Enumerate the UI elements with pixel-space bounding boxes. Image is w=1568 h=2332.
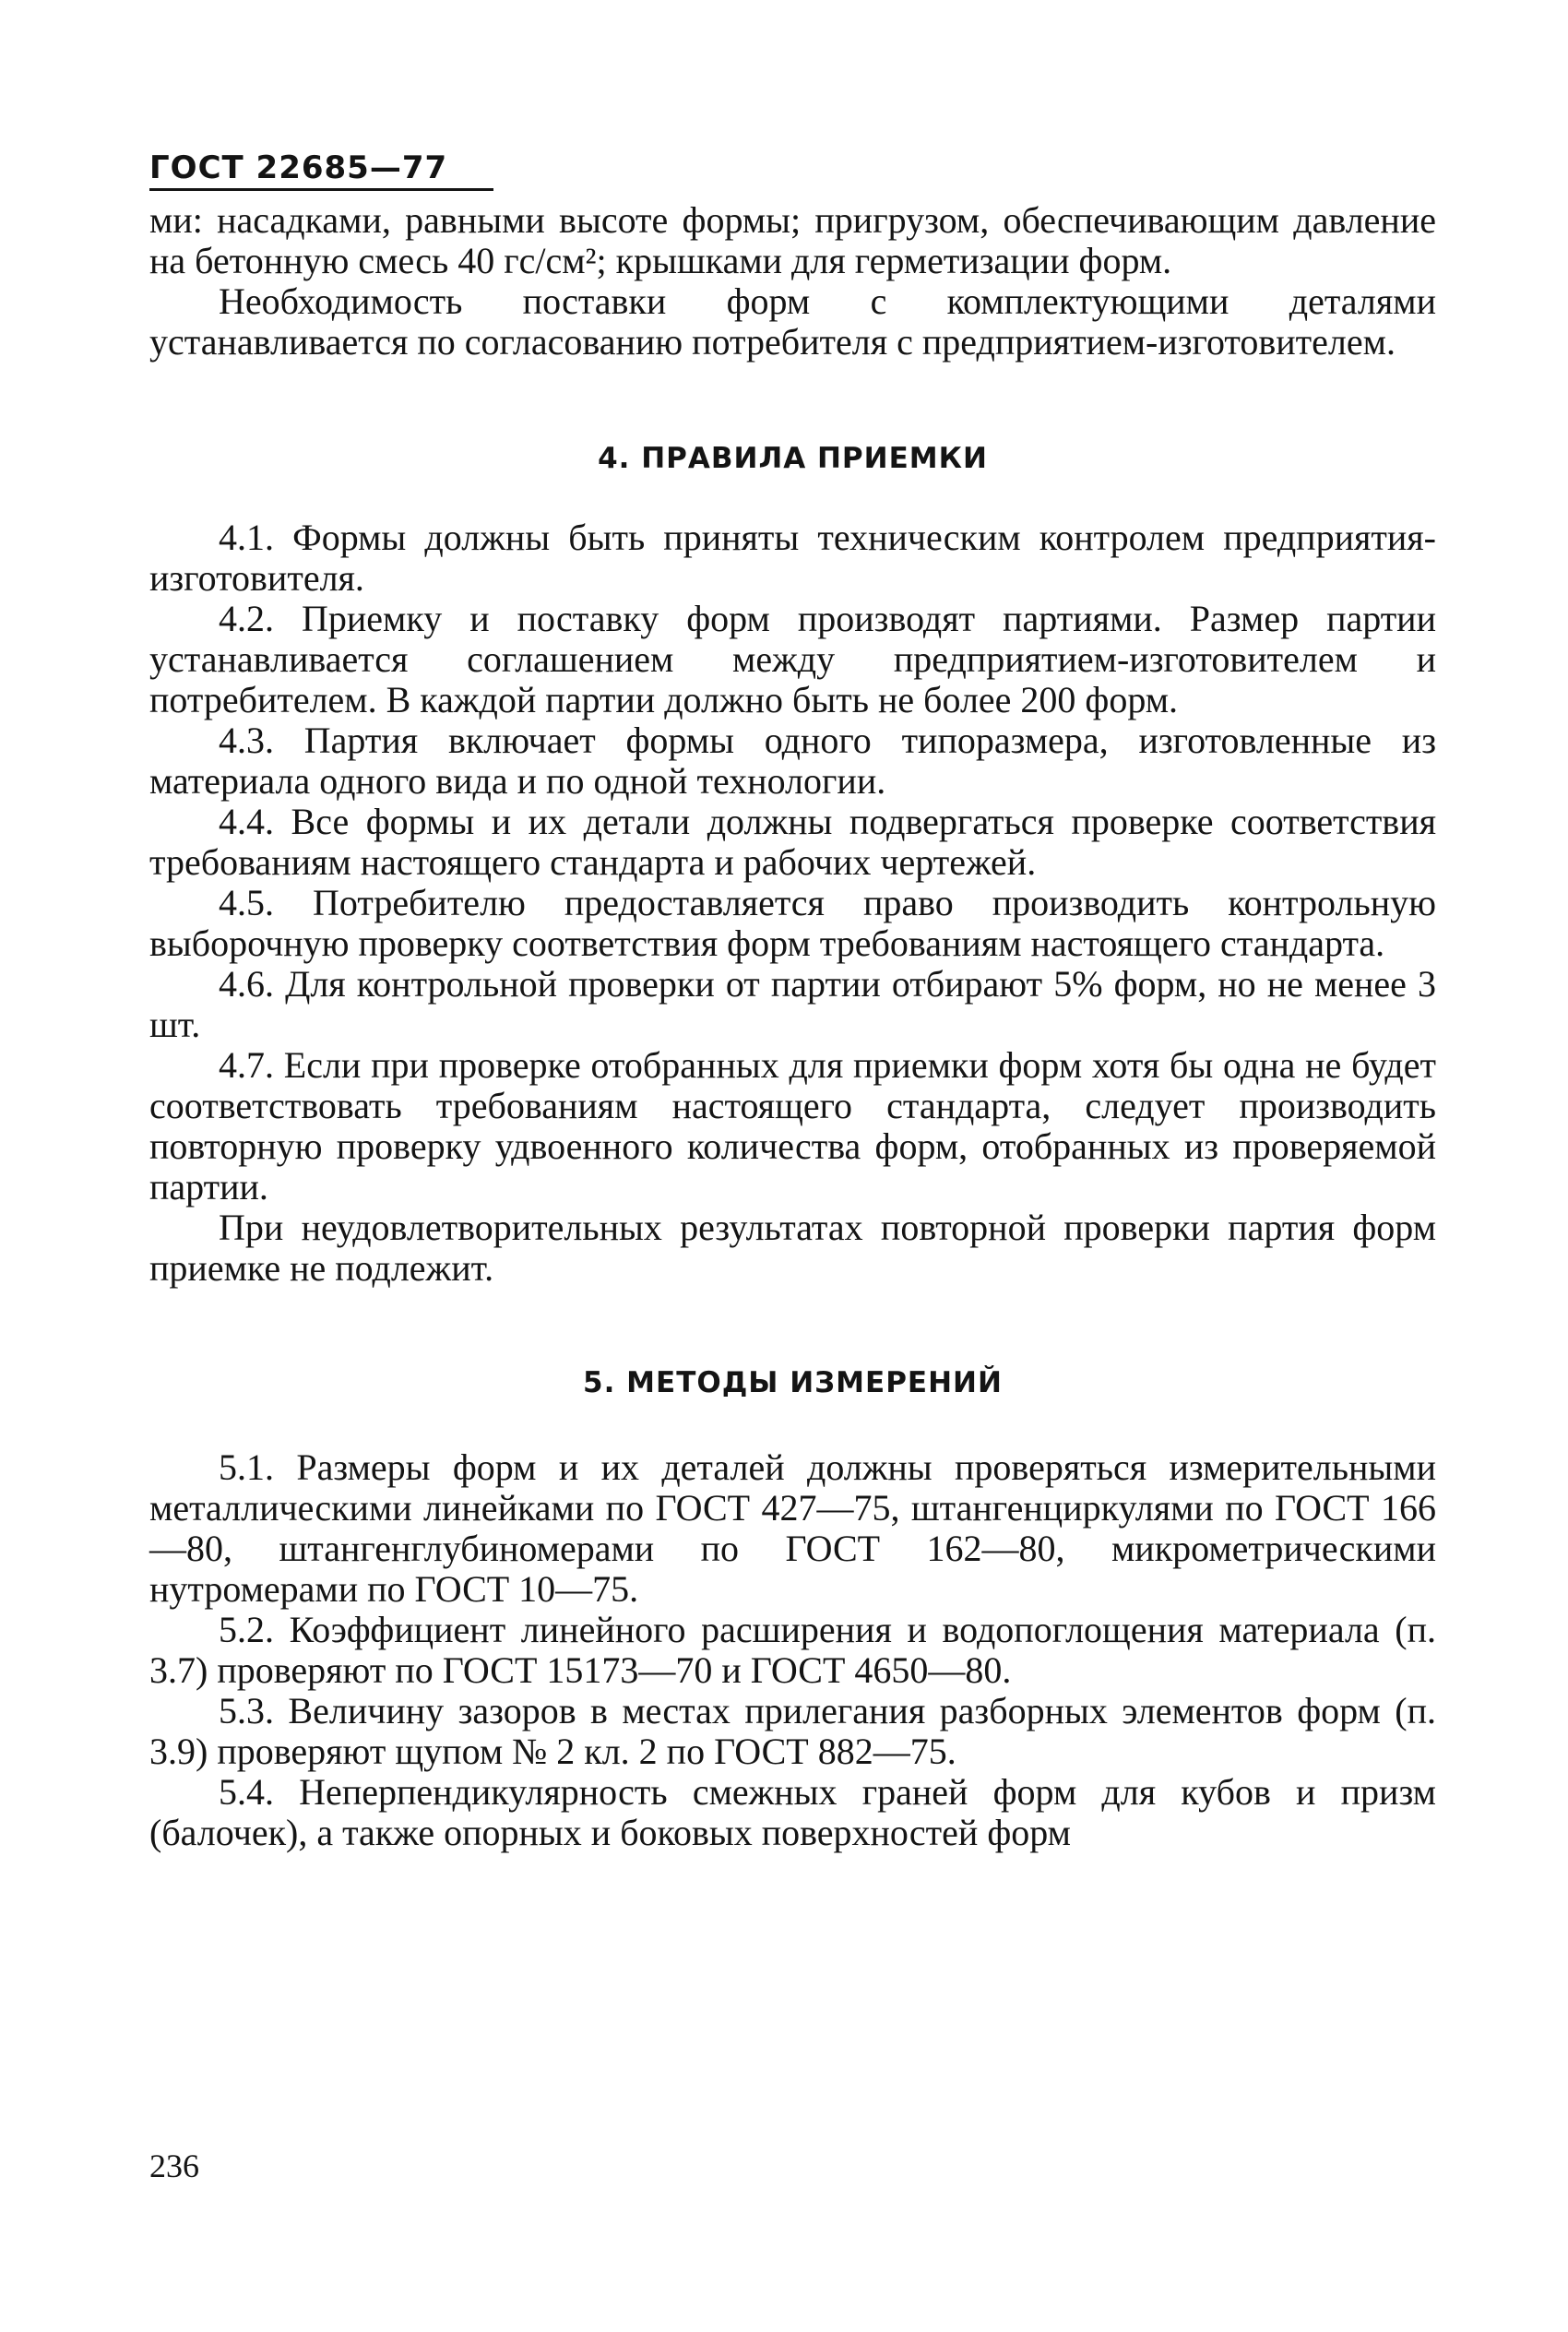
clause-4-1: 4.1. Формы должны быть приняты техническим контролем предприятия-изготовителя. <box>149 517 1436 599</box>
intro-paragraph: ми: насадками, равными высоте формы; пригрузом, обеспечивающим давление на бетонную смесь 40 гс/см²; крышками для герметизации форм. <box>149 199 1436 281</box>
clause-5-1: 5.1. Размеры форм и их деталей должны проверяться измерительными металлическими линейками по ГОСТ 427—75, штангенциркулями по ГОСТ 166—80, штангенглубиномерами по ГОСТ 162—80, микрометрическими нутромерами по ГОСТ 10—75. <box>149 1446 1436 1610</box>
clause-4-6: 4.6. Для контрольной проверки от партии отбирают 5% форм, но не менее 3 шт. <box>149 963 1436 1045</box>
clause-4-7: 4.7. Если при проверке отобранных для приемки форм хотя бы одна не будет соответствовать требованиям настоящего стандарта, следует производить повторную проверку удвоенного количества форм, отобранных из проверяемой партии. <box>149 1044 1436 1208</box>
clause-4-4: 4.4. Все формы и их детали должны подвергаться проверке соответствия требованиям настоящего стандарта и рабочих чертежей. <box>149 801 1436 883</box>
clause-5-3: 5.3. Величину зазоров в местах прилегания разборных элементов форм (п. 3.9) проверяют щупом № 2 кл. 2 по ГОСТ 882—75. <box>149 1690 1436 1772</box>
clause-5-2: 5.2. Коэффициент линейного расширения и водопоглощения материала (п. 3.7) проверяют по ГОСТ 15173—70 и ГОСТ 4650—80. <box>149 1609 1436 1691</box>
section-4-title: 4. ПРАВИЛА ПРИЕМКИ <box>598 442 988 475</box>
page-number: 236 <box>149 2148 199 2184</box>
clause-4-5: 4.5. Потребителю предоставляется право производить контрольную выборочную проверку соответствия форм требованиям настоящего стандарта. <box>149 882 1436 964</box>
clause-4-3: 4.3. Партия включает формы одного типоразмера, изготовленные из материала одного вида и по одной технологии. <box>149 720 1436 802</box>
document-header: ГОСТ 22685—77 <box>149 148 493 191</box>
intro-paragraph: Необходимость поставки форм с комплектующими деталями устанавливается по согласованию потребителя с предприятием-изготовителем. <box>149 280 1436 363</box>
clause-5-4: 5.4. Неперпендикулярность смежных граней форм для кубов и призм (балочек), а также опорных и боковых поверхностей форм <box>149 1771 1436 1853</box>
document-page <box>149 148 1436 1853</box>
clause-4-2: 4.2. Приемку и поставку форм производят партиями. Размер партии устанавливается соглашением между предприятием-изготовителем и потребителем. В каждой партии должно быть не более 200 форм. <box>149 598 1436 720</box>
clause-4-7-note: При неудовлетворительных результатах повторной проверки партия форм приемке не подлежит. <box>149 1207 1436 1289</box>
section-5-title: 5. МЕТОДЫ ИЗМЕРЕНИЙ <box>583 1366 1003 1399</box>
